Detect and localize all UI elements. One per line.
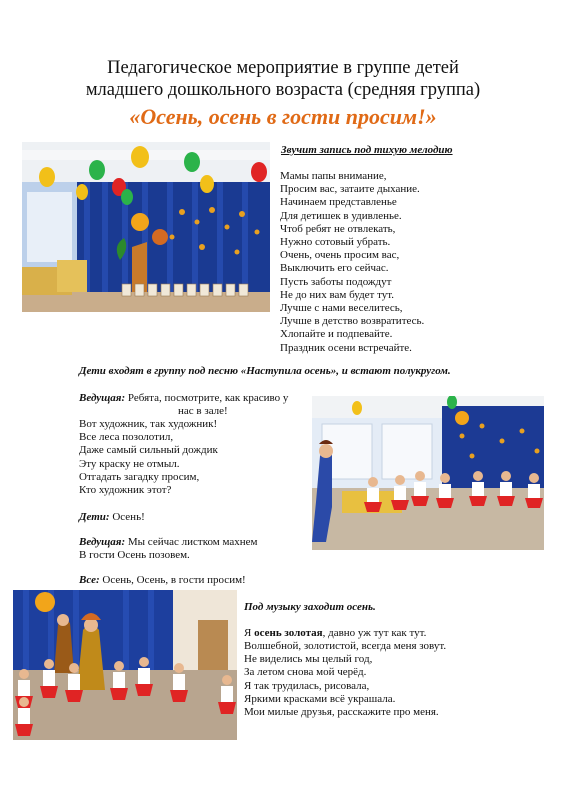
poem-line: Пусть заботы подождут	[280, 275, 392, 288]
autumn-line: Яркими красками всё украшала.	[244, 692, 396, 705]
document-title-line1: Педагогическое мероприятие в группе детей	[107, 58, 459, 78]
all-reply: Все: Осень, Осень, в гости просим!	[79, 574, 246, 586]
poem-line: Хлопайте и подпевайте.	[280, 328, 393, 341]
autumn-line-1: Я осень золотая, давно уж тут как тут.	[244, 627, 427, 639]
riddle-line: Эту краску не отмыл.	[79, 457, 180, 470]
poem-line: Лучше в детство возвратитесь.	[280, 315, 425, 328]
riddle-line: Отгадать загадку просим,	[79, 470, 200, 483]
poem-line: Праздник осени встречайте.	[280, 341, 412, 354]
autumn-line: За летом снова мой черёд.	[244, 666, 367, 679]
leader-line-2: Ведущая: Мы сейчас листком махнем	[79, 536, 258, 548]
leader-line-1: Ведущая: Ребята, посмотрите, как красиво у	[79, 392, 289, 404]
autumn-line: Мои милые друзья, расскажите про меня.	[244, 706, 439, 719]
riddle-line: Кто художник этот?	[79, 484, 172, 497]
poem-line: Не до них вам будет тут.	[280, 288, 395, 301]
autumn-line: Волшебной, золотистой, всегда меня зовут.	[244, 640, 447, 652]
leader-label: Ведущая:	[79, 392, 126, 404]
riddle-line: Вот художник, так художник!	[79, 418, 218, 430]
poem-line: Начинаем представленье	[280, 196, 397, 209]
riddle-lines	[79, 418, 218, 497]
children-label: Дети:	[79, 511, 110, 523]
poem-line: Нужно сотовый убрать.	[280, 236, 391, 249]
poem-line: Выключить его сейчас.	[280, 262, 389, 275]
poem-line: Для детишек в удивленье.	[280, 209, 402, 222]
photo-children-semicircle	[312, 396, 544, 550]
autumn-line: Не виделись мы целый год,	[244, 653, 373, 666]
leader-line-2-continued: В гости Осень позовем.	[79, 549, 190, 561]
riddle-line: Даже самый сильный дождик	[79, 444, 218, 457]
leader-label-2: Ведущая:	[79, 536, 126, 548]
autumn-line: Я так трудилась, рисовала,	[244, 679, 370, 692]
poem-line: Лучше с нами веселитесь,	[280, 302, 403, 315]
photo-decorated-room	[22, 142, 270, 312]
section2-heading: Дети входят в группу под песню «Наступила осень», и встают полукругом.	[79, 365, 451, 377]
poem-line: Чтоб ребят не отвлекать,	[280, 222, 396, 235]
opening-poem	[280, 170, 424, 355]
section1-heading: Звучит запись под тихую мелодию	[281, 144, 453, 156]
autumn-monologue	[244, 640, 446, 719]
photo-autumn-character	[13, 590, 237, 740]
document-subtitle: «Осень, осень в гости просим!»	[129, 104, 437, 129]
riddle-line: Все леса позолотил,	[79, 431, 174, 444]
poem-line: Очень, очень просим вас,	[280, 249, 400, 262]
poem-line: Просим вас, затаите дыхание.	[280, 183, 420, 196]
poem-line: Мамы папы внимание,	[280, 170, 387, 182]
section3-heading: Под музыку заходит осень.	[244, 601, 376, 613]
children-reply: Дети: Осень!	[79, 511, 145, 523]
all-label: Все:	[79, 574, 100, 586]
document-title-line2: младшего дошкольного возраста (средняя группа)	[85, 80, 481, 100]
leader-line-1-continued: нас в зале!	[178, 405, 228, 417]
